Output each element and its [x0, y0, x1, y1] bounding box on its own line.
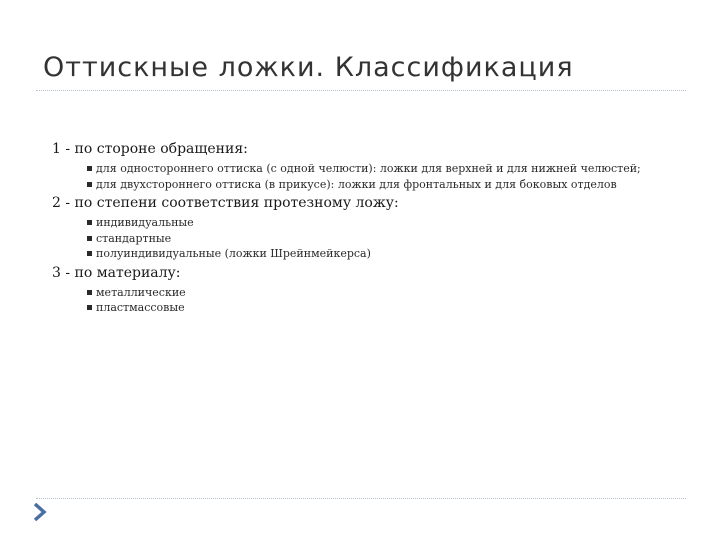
category-list — [52, 161, 662, 192]
list-item — [52, 231, 662, 247]
square-bullet-icon — [87, 182, 92, 187]
list-item — [52, 215, 662, 231]
list-item-text: пластмассовые — [96, 301, 185, 314]
square-bullet-icon — [87, 305, 92, 310]
list-item — [52, 300, 662, 316]
category-heading: 3 - по материалу: — [52, 264, 181, 281]
category-list — [52, 285, 662, 316]
footer-divider — [36, 498, 686, 499]
list-item-text: для одностороннего оттиска (с одной челюсти): ложки для верхней и для нижней челюстей; — [96, 162, 641, 175]
square-bullet-icon — [87, 166, 92, 171]
category-heading: 1 - по стороне обращения: — [52, 141, 248, 157]
slide-title: Оттискные ложки. Классификация — [43, 52, 574, 83]
square-bullet-icon — [87, 236, 92, 241]
category-list — [52, 215, 662, 262]
list-item-text: для двухстороннего оттиска (в прикусе): ложки для фронтальных и для боковых отделов — [96, 177, 617, 191]
list-item-text: индивидуальные — [96, 216, 194, 229]
list-item-text: полуиндивидуальные (ложки Шрейнмейкерса) — [96, 247, 371, 260]
list-item — [52, 177, 662, 193]
square-bullet-icon — [87, 251, 92, 256]
chevron-right-icon — [32, 502, 48, 522]
title-divider — [36, 90, 686, 91]
list-item — [52, 285, 662, 301]
slide-content — [52, 140, 662, 318]
list-item-text: стандартные — [96, 231, 172, 245]
list-item — [52, 246, 662, 262]
square-bullet-icon — [87, 220, 92, 225]
list-item — [52, 161, 662, 177]
list-item-text: металлические — [96, 285, 186, 299]
category-heading: 2 - по степени соответствия протезному ложу: — [52, 195, 399, 211]
square-bullet-icon — [87, 290, 92, 295]
